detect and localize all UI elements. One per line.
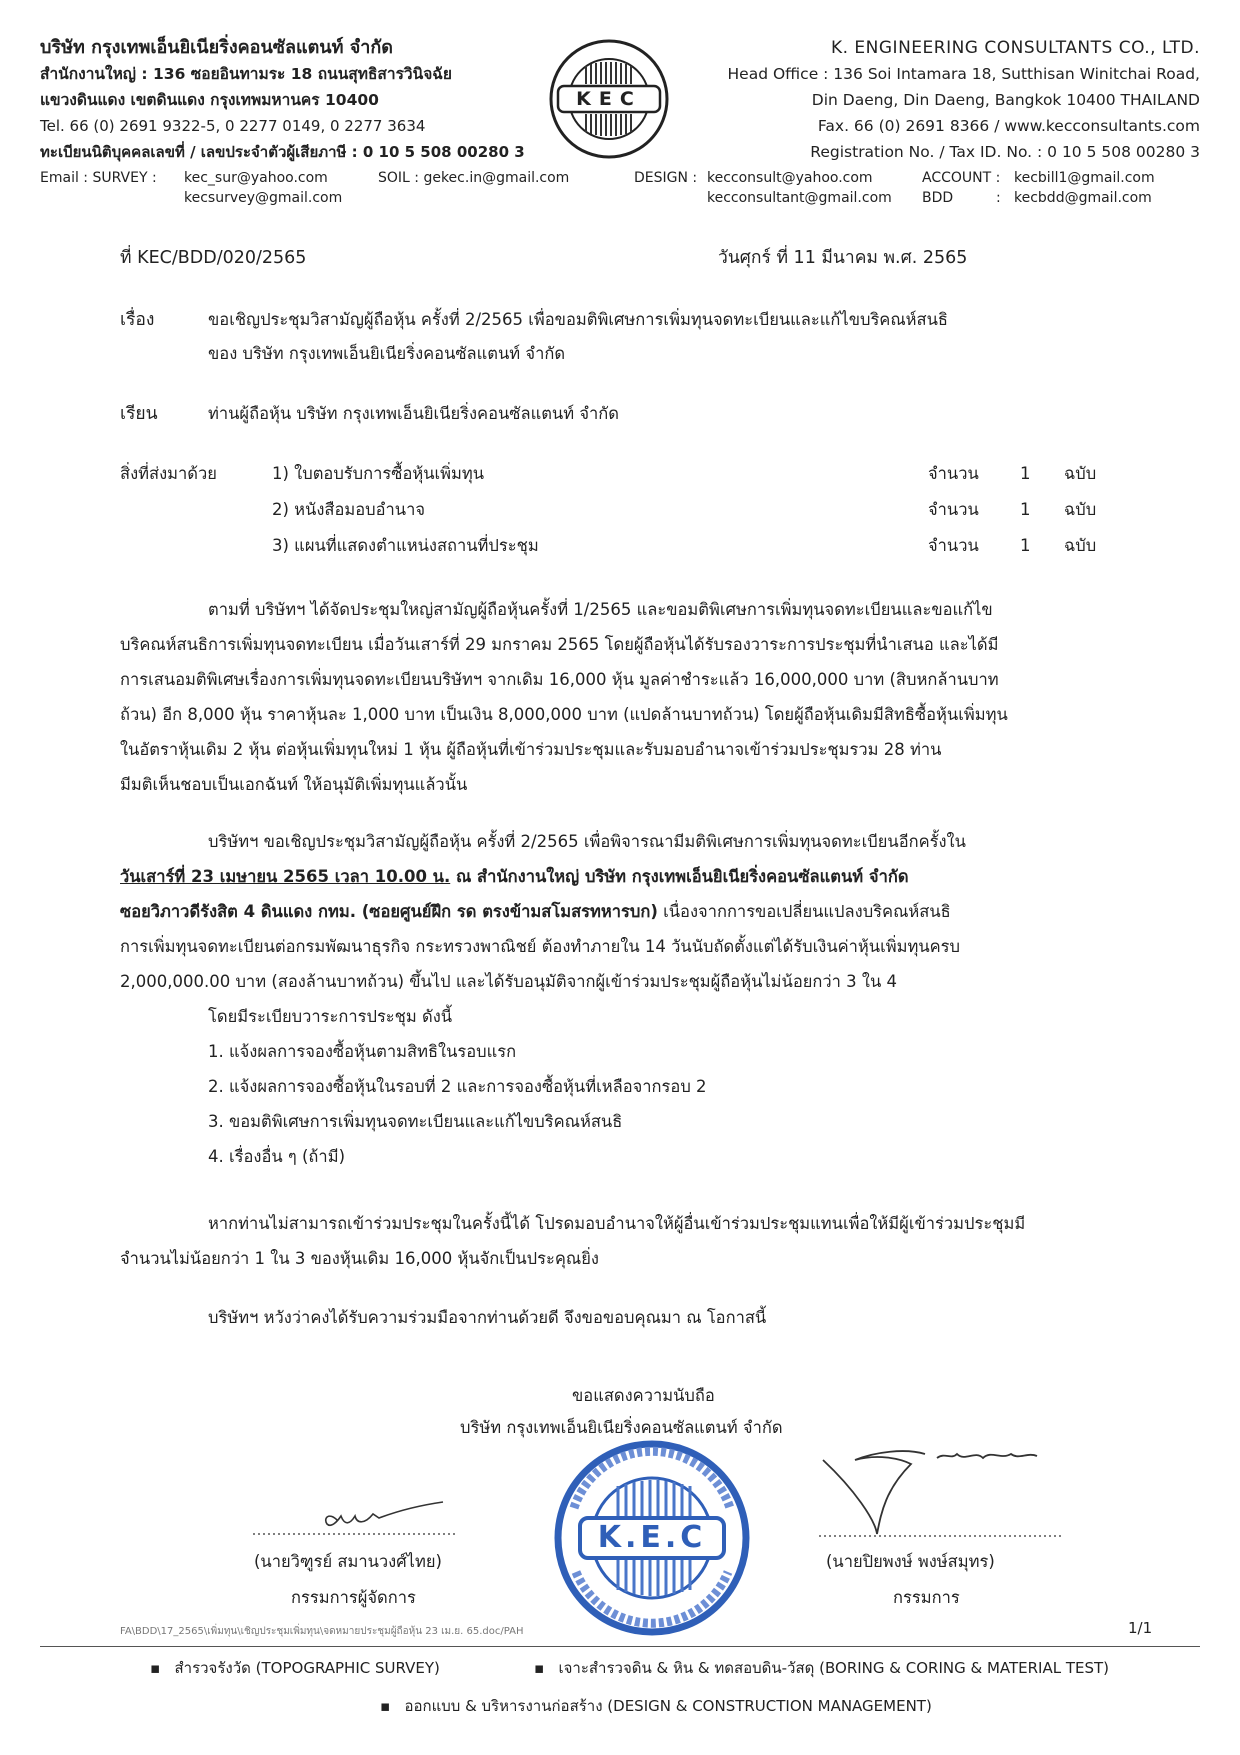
attachment-qty: 1 [1020, 464, 1031, 483]
attachment-title: 2) หนังสือมอบอำนาจ [272, 500, 426, 519]
signer-1-title: กรรมการผู้จัดการ [291, 1588, 416, 1607]
bullet-icon: ▪ [380, 1697, 391, 1715]
attachments-label: สิ่งที่ส่งมาด้วย [120, 464, 217, 483]
body-paragraph-4 [208, 1300, 1168, 1335]
email-design-2: kecconsultant@gmail.com [707, 190, 892, 206]
letter-date: วันศุกร์ ที่ 11 มีนาคม พ.ศ. 2565 [718, 248, 968, 268]
agenda-item: 3. ขอมติพิเศษการเพิ่มทุนจดทะเบียนและแก้ไขบริคณห์สนธิ [208, 1112, 623, 1131]
agenda-intro: โดยมีระเบียบวาระการประชุม ดังนี้ [208, 1007, 453, 1026]
stamp-text: K.E.C [597, 1520, 707, 1555]
company-stamp [552, 1438, 752, 1638]
en-company-name: K. ENGINEERING CONSULTANTS CO., LTD. [830, 38, 1200, 58]
th-registration: ทะเบียนนิติบุคคลเลขที่ / เลขประจำตัวผู้เสียภาษี : 0 10 5 508 00280 3 [40, 143, 525, 161]
en-registration: Registration No. / Tax ID. No. : 0 10 5 508 00280 3 [810, 143, 1200, 161]
email-account-label: ACCOUNT : [922, 170, 1001, 186]
attachment-unit: ฉบับ [1064, 464, 1097, 483]
th-address-line-1: สำนักงานใหญ่ : 136 ซอยอินทามระ 18 ถนนสุทธิสารวินิจฉัย [40, 65, 452, 83]
service-label: ออกแบบ & บริหารงานก่อสร้าง (DESIGN & CONSTRUCTION MANAGEMENT) [404, 1697, 932, 1715]
en-fax-website: Fax. 66 (0) 2691 8366 / www.kecconsultants.com [817, 117, 1200, 135]
footer-service-2 [534, 1656, 1109, 1680]
agenda-item: 4. เรื่องอื่น ๆ (ถ้ามี) [208, 1147, 346, 1166]
signature-1 [245, 1478, 465, 1538]
attachment-unit: ฉบับ [1064, 536, 1097, 555]
salutation-text: ท่านผู้ถือหุ้น บริษัท กรุงเทพเอ็นยิเนียริ่งคอนซัลแตนท์ จำกัด [208, 404, 619, 423]
meeting-datetime: วันเสาร์ที่ 23 เมษายน 2565 เวลา 10.00 น. [120, 867, 451, 886]
paragraph-line: มีมติเห็นชอบเป็นเอกฉันท์ ให้อนุมัติเพิ่มทุนแล้วนั้น [120, 775, 468, 794]
paragraph-line: บริคณห์สนธิการเพิ่มทุนจดทะเบียน เมื่อวันเสาร์ที่ 29 มกราคม 2565 โดยผู้ถือหุ้นได้รับรองวาระการประชุมที่นำเสนอ และได้มี [120, 635, 999, 654]
attachment-item [0, 534, 1097, 570]
paragraph-line: ตามที่ บริษัทฯ ได้จัดประชุมใหญ่สามัญผู้ถือหุ้นครั้งที่ 1/2565 และขอมติพิเศษการเพิ่มทุนจดทะเบียนและขอแก้ไข [208, 600, 993, 619]
body-paragraph-1 [120, 592, 1160, 802]
agenda-item: 2. แจ้งผลการจองซื้อหุ้นในรอบที่ 2 และการจองซื้อหุ้นที่เหลือจากรอบ 2 [208, 1077, 707, 1096]
attachment-item [0, 498, 1097, 534]
footer-service-3 [380, 1694, 932, 1718]
email-design-1: kecconsult@yahoo.com [707, 170, 873, 186]
email-account: kecbill1@gmail.com [1014, 170, 1155, 186]
attachment-qty: 1 [1020, 500, 1031, 519]
company-logo [548, 38, 670, 160]
subject-line-2: ของ บริษัท กรุงเทพเอ็นยิเนียริ่งคอนซัลแตนท์ จำกัด [208, 344, 566, 363]
email-bdd-label: BDD [922, 190, 954, 206]
body-paragraph-3 [120, 1206, 1160, 1276]
paragraph-line: ถ้วน) อีก 8,000 หุ้น ราคาหุ้นละ 1,000 บาท เป็นเงิน 8,000,000 บาท (แปดล้านบาทถ้วน) โดยผู้ถือหุ้นเดิมมีสิทธิซื้อหุ้นเพิ่มทุน [120, 705, 1008, 724]
service-label: สำรวจรังวัด (TOPOGRAPHIC SURVEY) [174, 1659, 440, 1677]
email-soil: SOIL : gekec.in@gmail.com [378, 170, 570, 186]
attachment-qty-label: จำนวน [928, 500, 979, 519]
subject-line-1: ขอเชิญประชุมวิสามัญผู้ถือหุ้น ครั้งที่ 2/2565 เพื่อขอมติพิเศษการเพิ่มทุนจดทะเบียนและแก้ไขบริคณห์สนธิ [208, 310, 948, 329]
en-address-line-2: Din Daeng, Din Daeng, Bangkok 10400 THAILAND [811, 91, 1200, 109]
th-company-name: บริษัท กรุงเทพเอ็นยิเนียริ่งคอนซัลแตนท์ จำกัด [40, 37, 393, 58]
attachment-qty-label: จำนวน [928, 536, 979, 555]
logo-text: KEC [576, 88, 642, 110]
email-survey-2: kecsurvey@gmail.com [184, 190, 343, 206]
attachment-qty: 1 [1020, 536, 1031, 555]
email-bdd-colon: : [996, 190, 1001, 206]
paragraph-text: เนื่องจากการขอเปลี่ยนแปลงบริคณห์สนธิ [657, 902, 951, 921]
attachment-item [0, 462, 1097, 498]
footer-divider [40, 1646, 1200, 1647]
agenda-item: 1. แจ้งผลการจองซื้อหุ้นตามสิทธิในรอบแรก [208, 1042, 517, 1061]
bullet-icon: ▪ [150, 1659, 161, 1677]
subject-label: เรื่อง [120, 310, 155, 330]
th-telephone: Tel. 66 (0) 2691 9322-5, 0 2277 0149, 0 2277 3634 [40, 117, 426, 135]
bullet-icon: ▪ [534, 1659, 545, 1677]
file-path: FA\BDD\17_2565\เพิ่มทุน\เชิญประชุมเพิ่มทุน\จดหมายประชุมผู้ถือหุ้น 23 เม.ย. 65.doc/PAH [120, 1626, 524, 1637]
paragraph-line: หากท่านไม่สามารถเข้าร่วมประชุมในครั้งนี้ได้ โปรดมอบอำนาจให้ผู้อื่นเข้าร่วมประชุมแทนเพื่อให้มีผู้เข้าร่วมประชุมมี [208, 1214, 1026, 1233]
reference-number: ที่ KEC/BDD/020/2565 [120, 248, 307, 268]
page-number: 1/1 [1128, 1619, 1153, 1637]
meeting-venue-detail: ซอยวิภาวดีรังสิต 4 ดินแดง กทม. (ซอยศูนย์ฝึก รด ตรงข้ามสโมสรทหารบก) [120, 902, 658, 921]
email-design-label: DESIGN : [634, 170, 698, 186]
closing-company: บริษัท กรุงเทพเอ็นยิเนียริ่งคอนซัลแตนท์ จำกัด [460, 1418, 783, 1437]
signer-2-name: (นายปิยพงษ์ พงษ์สมุทร) [826, 1552, 995, 1571]
email-bdd: kecbdd@gmail.com [1014, 190, 1152, 206]
meeting-venue: ณ สำนักงานใหญ่ บริษัท กรุงเทพเอ็นยิเนียริ่งคอนซัลแตนท์ จำกัด [450, 867, 909, 886]
attachments-list [0, 462, 1240, 572]
paragraph-line: ในอัตราหุ้นเดิม 2 หุ้น ต่อหุ้นเพิ่มทุนใหม่ 1 หุ้น ผู้ถือหุ้นที่เข้าร่วมประชุมและรับมอบอำนาจเข้าร่วมประชุมรวม 28 ท่าน [120, 740, 942, 759]
closing-regards: ขอแสดงความนับถือ [572, 1386, 715, 1405]
paragraph-line: การเสนอมติพิเศษเรื่องการเพิ่มทุนจดทะเบียนบริษัทฯ จากเดิม 16,000 หุ้น มูลค่าชำระแล้ว 16,000,000 บาท (สิบหกล้านบาท [120, 670, 999, 689]
paragraph-line: บริษัทฯ หวังว่าคงได้รับความร่วมมือจากท่านด้วยดี จึงขอขอบคุณมา ณ โอกาสนี้ [208, 1308, 767, 1327]
signer-2-title: กรรมการ [893, 1588, 960, 1607]
attachment-title: 3) แผนที่แสดงตำแหน่งสถานที่ประชุม [272, 536, 539, 555]
attachment-unit: ฉบับ [1064, 500, 1097, 519]
email-survey-1: kec_sur@yahoo.com [184, 170, 328, 186]
agenda-list [208, 1034, 1108, 1174]
body-paragraph-2 [120, 824, 1160, 1034]
attachment-title: 1) ใบตอบรับการซื้อหุ้นเพิ่มทุน [272, 464, 485, 483]
salutation-label: เรียน [120, 404, 158, 424]
th-address-line-2: แขวงดินแดง เขตดินแดง กรุงเทพมหานคร 10400 [40, 91, 379, 109]
paragraph-line: การเพิ่มทุนจดทะเบียนต่อกรมพัฒนาธุรกิจ กระทรวงพาณิชย์ ต้องทำภายใน 14 วันนับถัดตั้งแต่ได้รับเงินค่าหุ้นเพิ่มทุนครบ [120, 937, 960, 956]
attachment-qty-label: จำนวน [928, 464, 979, 483]
paragraph-line: บริษัทฯ ขอเชิญประชุมวิสามัญผู้ถือหุ้น ครั้งที่ 2/2565 เพื่อพิจารณามีมติพิเศษการเพิ่มทุนจดทะเบียนอีกครั้งใน [208, 832, 966, 851]
signature-2 [815, 1430, 1065, 1540]
en-address-line-1: Head Office : 136 Soi Intamara 18, Sutthisan Winitchai Road, [727, 65, 1200, 83]
service-label: เจาะสำรวจดิน & หิน & ทดสอบดิน-วัสดุ (BORING & CORING & MATERIAL TEST) [558, 1659, 1110, 1677]
footer-service-1 [150, 1656, 440, 1680]
paragraph-line: จำนวนไม่น้อยกว่า 1 ใน 3 ของหุ้นเดิม 16,000 หุ้นจักเป็นประคุณยิ่ง [120, 1249, 599, 1268]
signer-1-name: (นายวิฑูรย์ สมานวงศ์ไทย) [254, 1552, 442, 1571]
email-survey-label: Email : SURVEY : [40, 170, 157, 186]
paragraph-line: 2,000,000.00 บาท (สองล้านบาทถ้วน) ขึ้นไป และได้รับอนุมัติจากผู้เข้าร่วมประชุมผู้ถือหุ้นไม่น้อยกว่า 3 ใน 4 [120, 972, 897, 991]
